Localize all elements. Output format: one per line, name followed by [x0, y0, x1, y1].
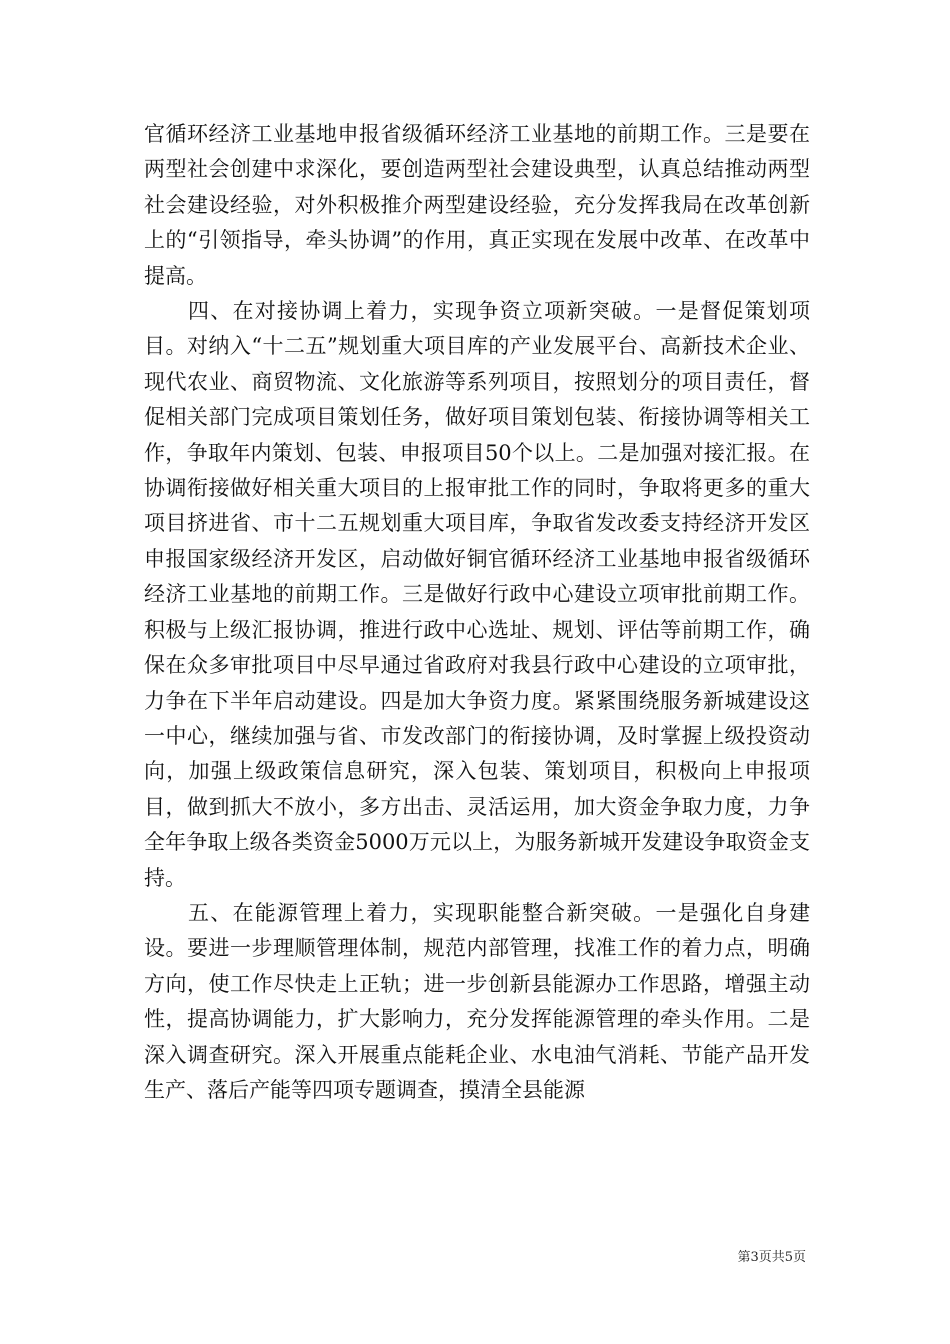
paragraph-section-five: 五、在能源管理上着力，实现职能整合新突破。一是强化自身建设。要进一步理顺管理体制，规范内部管理，找准工作的着力点，明确方向，使工作尽快走上正轨；进一步创新县能源办工作思路，增强主动性，提高协调能力，扩大影响力，充分发挥能源管理的牵头作用。二是深入调查研究。深入开展重点能耗企业、水电油气消耗、节能产品开发生产、落后产能等四项专题调查，摸清全县能源 — [144, 900, 810, 1102]
paragraph-section-four: 四、在对接协调上着力，实现争资立项新突破。一是督促策划项目。对纳入“十二五”规划重大项目库的产业发展平台、高新技术企业、现代农业、商贸物流、文化旅游等系列项目，按照划分的项目责任，督促相关部门完成项目策划任务，做好项目策划包装、衔接协调等相关工作，争取年内策划、包装、申报项目50个以上。二是加强对接汇报。在协调衔接做好相关重大项目的上报审批工作的同时，争取将更多的重大项目挤进省、市十二五规划重大项目库，争取省发改委支持经济开发区申报国家级经济开发区，启动做好铜官循环经济工业基地申报省级循环经济工业基地的前期工作。三是做好行政中心建设立项审批前期工作。积极与上级汇报协调，推进行政中心选址、规划、评估等前期工作，确保在众多审批项目中尽早通过省政府对我县行政中心建设的立项审批，力争在下半年启动建设。四是加大争资力度。紧紧围绕服务新城建设这一中心，继续加强与省、市发改部门的衔接协调，及时掌握上级投资动向，加强上级政策信息研究，深入包装、策划项目，积极向上申报项目，做到抓大不放小，多方出击、灵活运用，加大资金争取力度，力争全年争取上级各类资金5000万元以上，为服务新城开发建设争取资金支持。 — [144, 299, 810, 890]
paragraph-continuation: 官循环经济工业基地申报省级循环经济工业基地的前期工作。三是要在两型社会创建中求深化，要创造两型社会建设典型，认真总结推动两型社会建设经验，对外积极推介两型建设经验，充分发挥我局在改革创新上的“引领指导，牵头协调”的作用，真正实现在发展中改革、在改革中提高。 — [144, 122, 810, 288]
document-body — [144, 117, 810, 1108]
page-number-footer: 第3页共5页 — [737, 1250, 806, 1265]
